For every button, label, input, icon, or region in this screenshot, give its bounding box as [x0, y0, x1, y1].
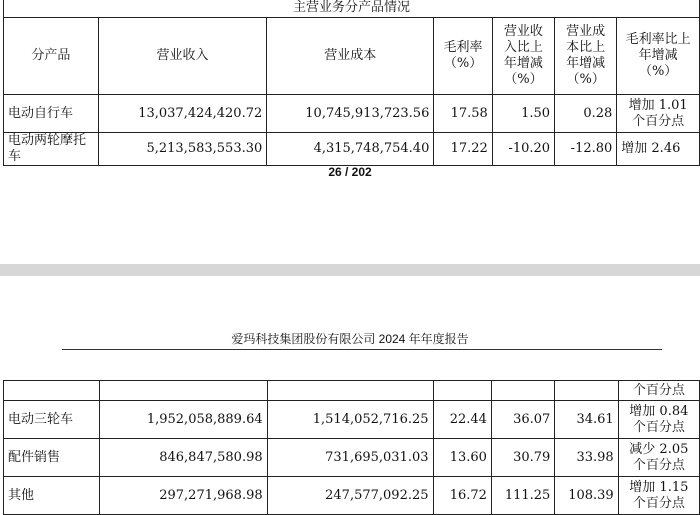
- product-name: [4, 381, 100, 401]
- product-segment-table-continued: [3, 380, 700, 515]
- report-page-27: [0, 276, 700, 512]
- revenue-yoy-value: 30.79: [491, 439, 554, 477]
- table-row: [4, 477, 700, 515]
- header-cost-yoy: 营业成 本比上 年增减 （%）: [555, 18, 617, 95]
- revenue-value: 5,213,583,553.30: [98, 133, 267, 166]
- revenue-yoy-value: 1.50: [492, 95, 554, 133]
- table-caption-row: [4, 0, 700, 18]
- running-header: 爱玛科技集团股份有限公司 2024 年年度报告: [231, 332, 469, 346]
- table-caption: 主营业务分产品情况: [4, 0, 700, 18]
- revenue-value: [100, 381, 267, 401]
- gross-margin-value: 22.44: [433, 401, 491, 439]
- cost-yoy-value: 34.61: [555, 401, 618, 439]
- revenue-value: 1,952,058,889.64: [100, 401, 267, 439]
- margin-yoy-value: 增加 1.01 个百分点: [617, 95, 700, 133]
- gross-margin-value: 16.72: [433, 477, 491, 515]
- cost-value: 731,695,031.03: [267, 439, 433, 477]
- margin-yoy-value: 增加 2.46: [617, 133, 700, 166]
- revenue-yoy-value: [491, 381, 554, 401]
- cost-yoy-value: 108.39: [555, 477, 618, 515]
- revenue-value: 13,037,424,420.72: [98, 95, 267, 133]
- header-rule: [62, 349, 662, 350]
- table-header-row: [4, 18, 700, 95]
- header-revenue-yoy: 营业收 入比上 年增减 （%）: [492, 18, 554, 95]
- cost-value: 247,577,092.25: [267, 477, 433, 515]
- revenue-yoy-value: 36.07: [491, 401, 554, 439]
- revenue-yoy-value: -10.20: [492, 133, 554, 166]
- cost-value: 10,745,913,723.56: [267, 95, 434, 133]
- header-cost: 营业成本: [267, 18, 434, 95]
- product-name: 其他: [4, 477, 100, 515]
- revenue-yoy-value: 111.25: [491, 477, 554, 515]
- cost-yoy-value: -12.80: [555, 133, 617, 166]
- cost-yoy-value: 0.28: [555, 95, 617, 133]
- header-revenue: 营业收入: [98, 18, 267, 95]
- gross-margin-value: [433, 381, 491, 401]
- cost-value: 1,514,052,716.25: [267, 401, 433, 439]
- table-row: [4, 439, 700, 477]
- cost-value: 4,315,748,754.40: [267, 133, 434, 166]
- table-row: [4, 95, 700, 133]
- margin-yoy-value: 减少 2.05 个百分点: [618, 439, 699, 477]
- margin-yoy-value: 增加 0.84 个百分点: [618, 401, 699, 439]
- page-separator: [0, 264, 700, 276]
- header-product: 分产品: [4, 18, 99, 95]
- product-name: 电动自行车: [4, 95, 99, 133]
- margin-yoy-value: 个百分点: [618, 381, 699, 401]
- table-row: [4, 381, 700, 401]
- gross-margin-value: 13.60: [433, 439, 491, 477]
- product-segment-table: [3, 0, 700, 166]
- page-number: 26 / 202: [328, 165, 372, 179]
- table-row: [4, 401, 700, 439]
- gross-margin-value: 17.22: [434, 133, 492, 166]
- header-margin-yoy: 毛利率比上 年增减 （%）: [617, 18, 700, 95]
- revenue-value: 846,847,580.98: [100, 439, 267, 477]
- gross-margin-value: 17.58: [434, 95, 492, 133]
- header-gross-margin: 毛利率 （%）: [434, 18, 492, 95]
- product-name: 电动两轮摩托车: [4, 133, 99, 166]
- margin-yoy-value: 增加 1.15 个百分点: [618, 477, 699, 515]
- revenue-value: 297,271,968.98: [100, 477, 267, 515]
- table-row: [4, 133, 700, 166]
- product-name: 配件销售: [4, 439, 100, 477]
- cost-yoy-value: [555, 381, 618, 401]
- cost-value: [267, 381, 433, 401]
- cost-yoy-value: 33.98: [555, 439, 618, 477]
- product-name: 电动三轮车: [4, 401, 100, 439]
